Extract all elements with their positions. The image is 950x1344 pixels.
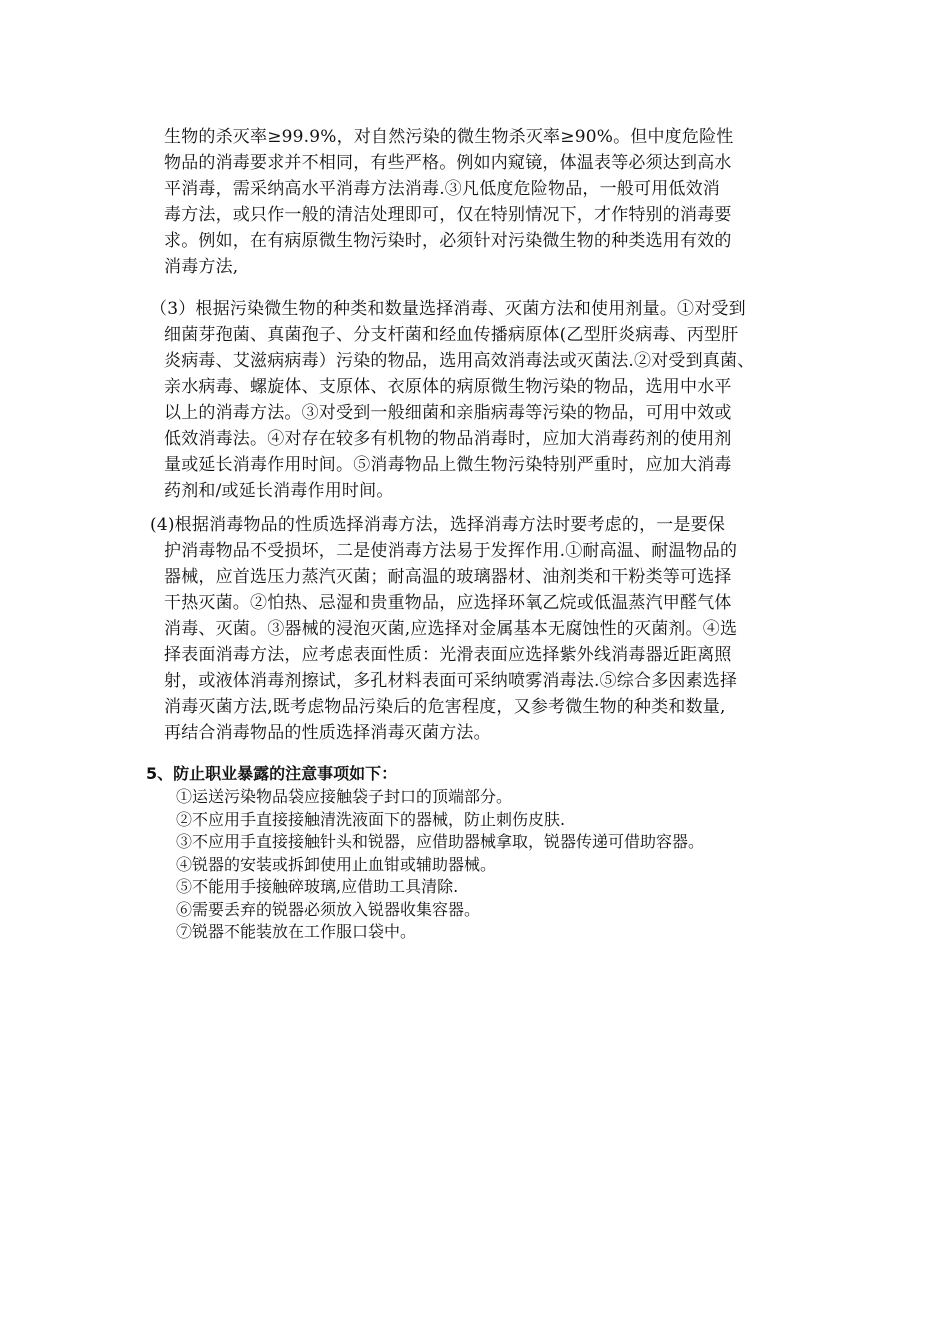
text-line: 消毒方法, (164, 257, 239, 277)
paragraph-item-4 (150, 512, 820, 746)
text-line: （3）根据污染微生物的种类和数量选择消毒、灭菌方法和使用剂量。①对受到 (150, 299, 746, 319)
text-line: 物品的消毒要求并不相同，有些严格。例如内窥镜，体温表等必须达到高水 (164, 153, 732, 173)
text-line: (4)根据消毒物品的性质选择消毒方法，选择消毒方法时要考虑的，一是要保 (150, 515, 726, 535)
occupational-exposure-list (176, 786, 704, 944)
list-item: ③不应用手直接接触针头和锐器，应借助器械拿取，锐器传递可借助容器。 (176, 832, 705, 851)
text-line: 炎病毒、艾滋病病毒）污染的物品，选用高效消毒法或灭菌法.②对受到真菌、 (164, 351, 755, 371)
list-item: ⑥需要丢弃的锐器必须放入锐器收集容器。 (176, 899, 481, 919)
text-line: 低效消毒法。④对存在较多有机物的物品消毒时，应加大消毒药剂的使用剂 (164, 429, 732, 449)
section-5-title: 5、防止职业暴露的注意事项如下： (146, 764, 398, 783)
text-line: 量或延长消毒作用时间。⑤消毒物品上微生物污染特别严重时，应加大消毒 (164, 455, 732, 475)
list-item: ②不应用手直接接触清洗液面下的器械，防止刺伤皮肤. (176, 809, 566, 829)
text-line: 消毒灭菌方法,既考虑物品污染后的危害程度，又参考微生物的种类和数量, (164, 697, 726, 717)
text-line: 药剂和/或延长消毒作用时间。 (164, 481, 394, 501)
text-line: 消毒、灭菌。③器械的浸泡灭菌,应选择对金属基本无腐蚀性的灭菌剂。④选 (164, 619, 738, 639)
text-line: 护消毒物品不受损坏，二是使消毒方法易于发挥作用.①耐高温、耐温物品的 (164, 541, 738, 561)
text-line: 细菌芽孢菌、真菌孢子、分支杆菌和经血传播病原体(乙型肝炎病毒、丙型肝 (164, 325, 739, 345)
text-line: 以上的消毒方法。③对受到一般细菌和亲脂病毒等污染的物品，可用中效或 (164, 403, 732, 423)
text-line: 求。例如，在有病原微生物污染时，必须针对污染微生物的种类选用有效的 (164, 231, 732, 251)
list-item: ①运送污染物品袋应接触袋子封口的顶端部分。 (176, 787, 513, 806)
list-item: ④锐器的安装或拆卸使用止血钳或辅助器械。 (176, 854, 497, 874)
list-item: ⑦锐器不能装放在工作服口袋中。 (176, 922, 417, 941)
text-line: 亲水病毒、螺旋体、支原体、衣原体的病原微生物污染的物品，选用中水平 (164, 377, 732, 397)
text-line: 择表面消毒方法，应考虑表面性质：光滑表面应选择紫外线消毒器近距离照 (164, 645, 732, 665)
text-line: 生物的杀灭率≥99.9%，对自然污染的微生物杀灭率≥90%。但中度危险性 (164, 127, 734, 147)
paragraph-disinfection-levels (150, 124, 820, 280)
paragraph-item-3 (150, 296, 820, 504)
text-line: 器械，应首选压力蒸汽灭菌；耐高温的玻璃器材、油剂类和干粉类等可选择 (164, 567, 732, 587)
text-line: 平消毒，需采纳高水平消毒方法消毒.③凡低度危险物品，一般可用低效消 (164, 179, 721, 199)
list-item: ⑤不能用手接触碎玻璃,应借助工具清除. (176, 877, 459, 896)
text-line: 射，或液体消毒剂擦试，多孔材料表面可采纳喷雾消毒法.⑤综合多因素选择 (164, 671, 738, 691)
text-line: 再结合消毒物品的性质选择消毒灭菌方法。 (164, 723, 491, 743)
text-line: 毒方法，或只作一般的清洁处理即可，仅在特别情况下，才作特别的消毒要 (164, 205, 732, 225)
text-line: 干热灭菌。②怕热、忌湿和贵重物品，应选择环氧乙烷或低温蒸汽甲醛气体 (164, 593, 732, 613)
